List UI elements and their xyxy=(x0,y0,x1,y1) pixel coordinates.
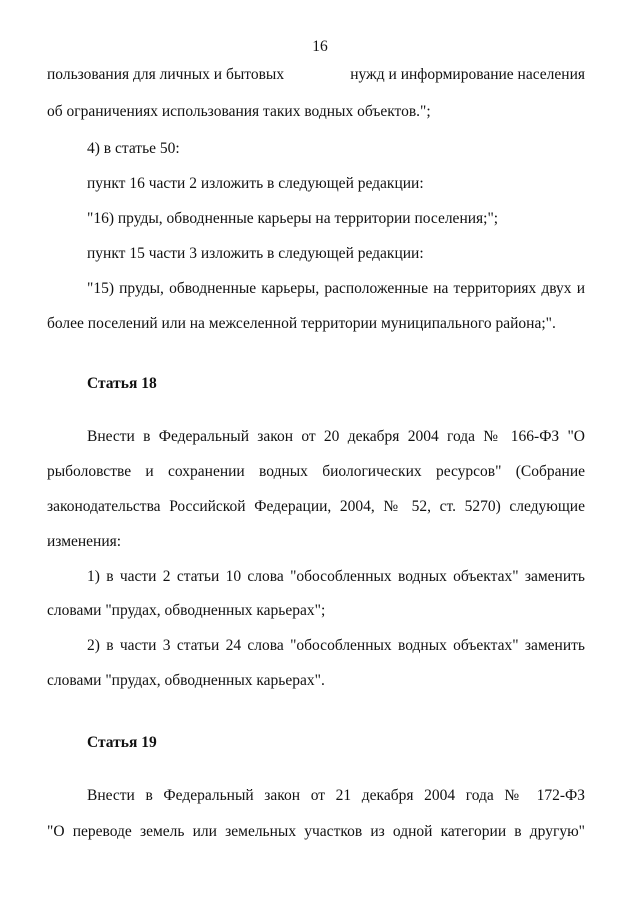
paragraph-line: Внести в Федеральный закон от 21 декабря 2004 года № 172-ФЗ xyxy=(87,787,585,804)
quoted-text-line: "15) пруды, обводненные карьеры, расположенные на территориях двух и xyxy=(87,280,585,297)
quoted-text-line: "16) пруды, обводненные карьеры на территории поселения;"; xyxy=(87,210,499,227)
paragraph-line xyxy=(47,65,585,85)
list-item-line: словами "прудах, обводненных карьерах". xyxy=(47,672,325,689)
list-item-line: 2) в части 3 статьи 24 слова "обособленных водных объектах" заменить xyxy=(87,637,585,654)
list-item-heading: 4) в статье 50: xyxy=(87,140,180,157)
line-fragment-right: нужд и информирование населения xyxy=(350,66,585,83)
line-fragment-left: пользования для личных и бытовых xyxy=(47,66,285,83)
paragraph-line: законодательства Российской Федерации, 2004, № 52, ст. 5270) следующие xyxy=(47,498,585,515)
paragraph-line: об ограничениях использования таких водных объектов."; xyxy=(47,103,431,120)
paragraph-line: пункт 15 части 3 изложить в следующей редакции: xyxy=(87,245,424,262)
paragraph-line: Внести в Федеральный закон от 20 декабря 2004 года № 166-ФЗ "О xyxy=(87,428,585,445)
paragraph-line: изменения: xyxy=(47,533,122,550)
paragraph-line: пункт 16 части 2 изложить в следующей редакции: xyxy=(87,175,424,192)
paragraph-line: "О переводе земель или земельных участков из одной категории в другую" xyxy=(47,823,585,840)
article-heading: Статья 18 xyxy=(87,375,157,392)
list-item-line: словами "прудах, обводненных карьерах"; xyxy=(47,602,326,619)
quoted-text-line: более поселений или на межселенной территории муниципального района;". xyxy=(47,315,556,332)
paragraph-line: рыболовстве и сохранении водных биологических ресурсов" (Собрание xyxy=(47,463,585,480)
list-item-line: 1) в части 2 статьи 10 слова "обособленных водных объектах" заменить xyxy=(87,568,585,585)
article-heading: Статья 19 xyxy=(87,734,157,751)
page-number: 16 xyxy=(312,38,328,55)
